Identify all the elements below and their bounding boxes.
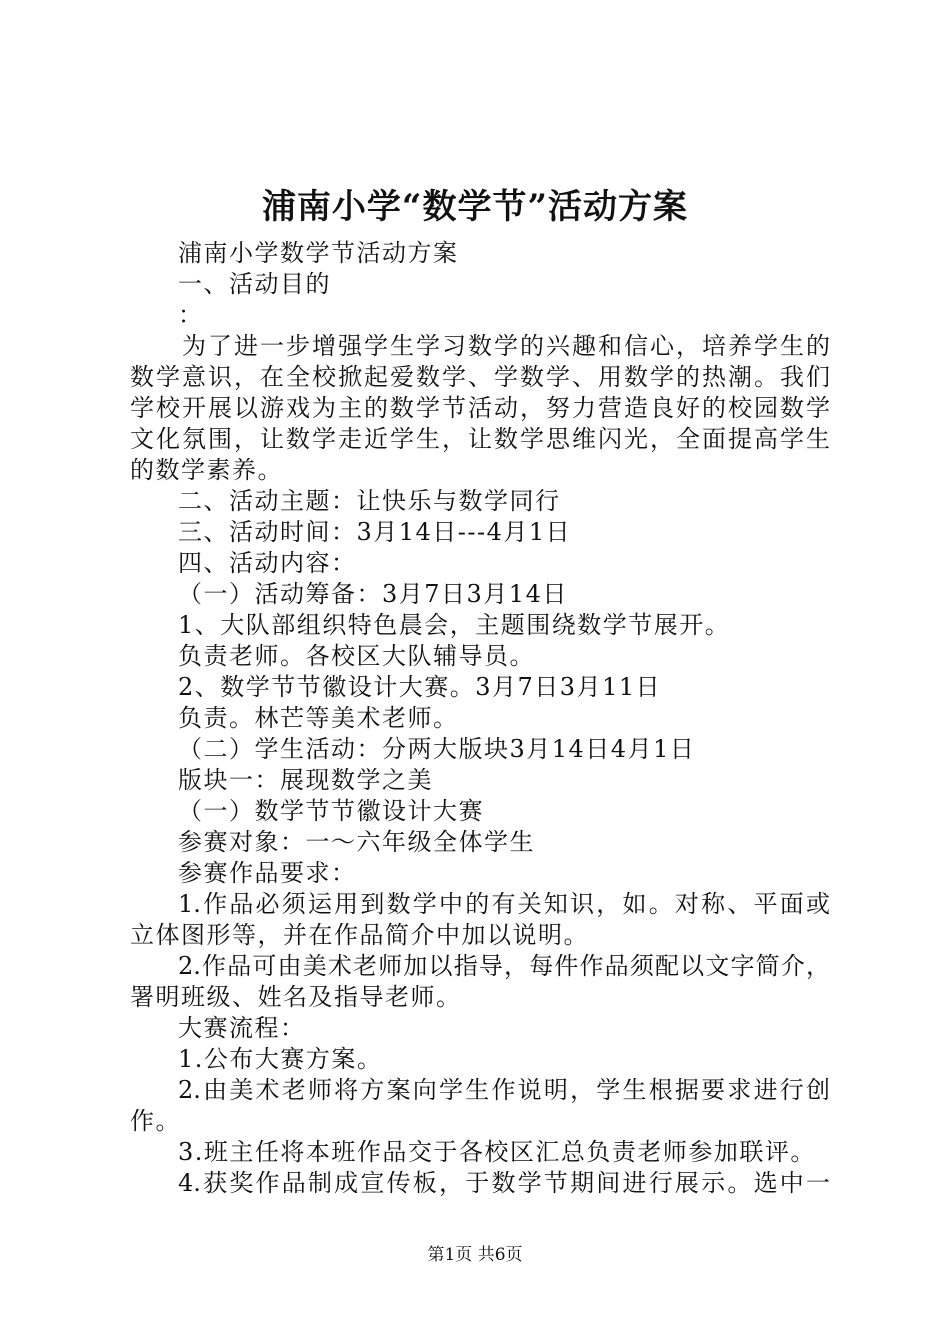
- paragraph-line: 署明班级、姓名及指导老师。: [130, 983, 462, 1011]
- paragraph-line: 参赛作品要求：: [178, 859, 357, 887]
- paragraph-line: 大赛流程：: [178, 1014, 306, 1042]
- paragraph-line: 2.由美术老师将方案向学生作说明，学生根据要求进行创: [178, 1076, 830, 1104]
- paragraph-line: 数学意识，在全校掀起爱数学、学数学、用数学的热潮。我们: [130, 363, 830, 391]
- paragraph-line: 负责。林芒等美术老师。: [178, 704, 459, 732]
- paragraph-line: 负责老师。各校区大队辅导员。: [178, 642, 535, 670]
- document-title: 浦南小学“数学节”活动方案: [261, 187, 689, 227]
- paragraph-line: 作。: [130, 1107, 181, 1135]
- page-footer: 第1页 共6页: [427, 1245, 523, 1265]
- section-heading: 三、活动时间：3月14日---4月1日: [178, 518, 572, 546]
- paragraph-line: （一）数学节节徽设计大赛: [178, 797, 484, 825]
- paragraph-line: 3.班主任将本班作品交于各校区汇总负责老师参加联评。: [178, 1138, 816, 1166]
- paragraph-line: （一）活动筹备：3月7日3月14日: [178, 580, 568, 608]
- paragraph-line: （二）学生活动：分两大版块3月14日4月1日: [178, 735, 696, 763]
- paragraph-line: 2、数学节节徽设计大赛。3月7日3月11日: [178, 673, 662, 701]
- paragraph-line: 1、大队部组织特色晨会，主题围绕数学节展开。: [178, 611, 731, 639]
- paragraph-line: ：: [178, 301, 204, 329]
- document-body: [130, 238, 830, 1199]
- paragraph-line: 立体图形等，并在作品简介中加以说明。: [130, 921, 589, 949]
- section-heading: 一、活动目的: [178, 270, 331, 298]
- paragraph-line: 的数学素养。: [130, 456, 283, 484]
- paragraph-line: 浦南小学数学节活动方案: [178, 239, 459, 267]
- paragraph-line: 版块一：展现数学之美: [178, 766, 433, 794]
- paragraph-line: 为了进一步增强学生学习数学的兴趣和信心，培养学生的: [182, 332, 830, 360]
- paragraph-line: 4.获奖作品制成宣传板，于数学节期间进行展示。选中一: [178, 1169, 830, 1197]
- paragraph-line: 1.作品必须运用到数学中的有关知识，如。对称、平面或: [178, 890, 830, 918]
- paragraph-line: 学校开展以游戏为主的数学节活动，努力营造良好的校园数学: [130, 394, 830, 422]
- paragraph-line: 2.作品可由美术老师加以指导，每件作品须配以文字简介，: [178, 952, 830, 980]
- paragraph-line: 1.公布大赛方案。: [178, 1045, 383, 1073]
- section-heading: 四、活动内容：: [178, 549, 357, 577]
- paragraph-line: 参赛对象：一～六年级全体学生: [178, 828, 535, 856]
- section-heading: 二、活动主题：让快乐与数学同行: [178, 487, 561, 515]
- paragraph-line: 文化氛围，让数学走近学生，让数学思维闪光，全面提高学生: [130, 425, 830, 453]
